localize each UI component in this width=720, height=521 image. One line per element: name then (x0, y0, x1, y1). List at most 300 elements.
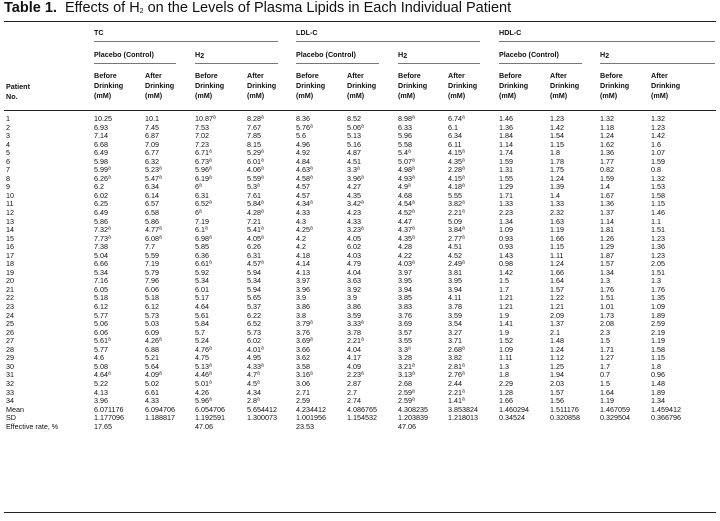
group-hdl-rule (499, 41, 715, 42)
cell-value: 3.42 (347, 199, 361, 209)
header-after (550, 71, 579, 101)
table-cell: 4.33 (296, 208, 310, 218)
table-cell: 4.17 (347, 353, 361, 363)
significance-mark: a (199, 182, 202, 189)
data-column (550, 115, 580, 431)
table-cell: 1.89 (651, 387, 665, 397)
table-cell: 1.192591 (195, 413, 225, 423)
cell-value: 6.61 (195, 259, 209, 269)
table-cell: 3.27 (448, 327, 462, 337)
patient-number: 17 (6, 250, 14, 260)
table-cell: 6.12 (94, 302, 108, 312)
data-column (296, 115, 326, 431)
significance-mark: a (261, 362, 264, 369)
table-cell: 4.3 (296, 216, 306, 226)
cell-value: 5.23 (145, 165, 159, 175)
table-cell: 4.13 (296, 267, 310, 277)
table-cell: 47.06 (398, 421, 416, 431)
significance-mark: a (108, 234, 111, 241)
table-cell: 2.44 (448, 378, 462, 388)
header-before-line: (mM) (296, 91, 314, 100)
table-cell: 1.36 (600, 199, 614, 209)
table-cell: 4.95 (247, 353, 261, 363)
table-cell: 2.71 (296, 387, 310, 397)
table-cell: 6.57 (145, 199, 159, 209)
cell-value: 2.49 (448, 259, 462, 269)
header-patient-line: No. (6, 92, 18, 101)
table-cell: 3.81 (448, 267, 462, 277)
table-cell: 4.2 (296, 242, 306, 252)
cell-value: 6.01 (247, 156, 261, 166)
table-cell: 47.06 (195, 421, 213, 431)
table-cell: 3.96 (296, 284, 310, 294)
significance-mark: a (199, 208, 202, 215)
table-cell: 1.09 (499, 225, 513, 235)
patient-number: 32 (6, 378, 14, 388)
table-cell: 1.07 (651, 148, 665, 158)
table-cell: 5.58 (398, 139, 412, 149)
cell-value: 4.57 (247, 259, 261, 269)
table-cell: 4.27 (347, 182, 361, 192)
table-cell: 3.28 (398, 353, 412, 363)
table-cell: 0.82 (600, 165, 614, 175)
table-cell: 1.63 (550, 216, 564, 226)
sub-rule (600, 63, 715, 64)
cell-value: 4.35 (398, 233, 412, 243)
table-cell: 2.3 (600, 327, 610, 337)
table-cell: 2.7 (347, 387, 357, 397)
table-cell: 5.21 (145, 353, 159, 363)
cell-value: 3.33 (347, 319, 361, 329)
table-title (4, 0, 511, 16)
header-before (398, 71, 427, 101)
table-cell: 4.57 (296, 182, 310, 192)
table-cell: 1.37 (600, 208, 614, 218)
table-cell: 3.59 (448, 310, 462, 320)
data-column (347, 115, 377, 431)
footer-label: SD (6, 413, 16, 423)
cell-value: 4.05 (247, 233, 261, 243)
table-cell: 1.21 (499, 293, 513, 303)
table-cell: 1.66 (550, 233, 564, 243)
table-cell: 5.77 (94, 344, 108, 354)
table-cell: 1.34 (499, 216, 513, 226)
table-cell: 3.9 (347, 293, 357, 303)
header-before-line: Before (296, 71, 319, 80)
table-cell: 5.94 (247, 284, 261, 294)
table-cell: 4.79 (347, 259, 361, 269)
significance-mark: a (209, 174, 212, 181)
patient-number: 11 (6, 199, 14, 209)
table-cell: 5.65 (247, 293, 261, 303)
table-cell: 0.366796 (651, 413, 681, 423)
cell-value: 4.18 (448, 182, 462, 192)
patient-number: 19 (6, 267, 14, 277)
table-cell: 1.62 (600, 139, 614, 149)
significance-mark: a (412, 174, 415, 181)
significance-mark: a (408, 345, 411, 352)
table-cell: 1.4 (550, 190, 560, 200)
significance-mark: a (209, 234, 212, 241)
cell-value: 8.28 (247, 114, 261, 123)
table-cell: 5.85 (195, 242, 209, 252)
table-cell: 3.66 (296, 344, 310, 354)
table-cell: 4.13 (94, 387, 108, 397)
header-after-line: Drinking (347, 81, 377, 90)
header-after-line: Drinking (145, 81, 175, 90)
patient-number: 22 (6, 293, 14, 303)
table-cell: 1.39 (550, 182, 564, 192)
table-cell (499, 423, 529, 432)
cell-value: 6.71 (195, 148, 209, 158)
table-cell: 1.77 (600, 156, 614, 166)
table-cell: 6.31 (247, 250, 261, 260)
table-cell: 1.31 (499, 165, 513, 175)
table-cell: 1.177096 (94, 413, 124, 423)
table-cell: 6.2 (94, 182, 104, 192)
table-cell: 8.52 (347, 114, 361, 123)
table-cell: 1.29 (600, 242, 614, 252)
cell-value: 4.52 (398, 208, 412, 218)
patient-number: 8 (6, 173, 10, 183)
significance-mark: a (462, 388, 465, 394)
table-cell: 6.01 (195, 284, 209, 294)
table-cell: 1.36 (499, 122, 513, 132)
table-cell: 1.51 (651, 225, 665, 235)
cell-value: 4.06 (247, 165, 261, 175)
table-cell: 5.84 (195, 319, 209, 329)
cell-value: 3.13 (398, 370, 412, 380)
table-cell: 1.67 (600, 190, 614, 200)
table-cell: 6.12 (145, 302, 159, 312)
table-cell: 1.46 (499, 114, 513, 123)
table-cell: 6.36 (195, 250, 209, 260)
table-cell: 1.21 (550, 302, 564, 312)
header-before (296, 71, 325, 101)
sub-rule (398, 63, 480, 64)
table-cell: 6.26 (247, 242, 261, 252)
table-cell: 6.11 (448, 139, 462, 149)
table-cell: 5.16 (347, 139, 361, 149)
header-before-line: Before (499, 71, 522, 80)
significance-mark: a (159, 165, 162, 172)
cell-value: 4.33 (247, 361, 261, 371)
table-cell: 3.853824 (448, 404, 478, 414)
header-after (651, 71, 680, 101)
table-cell: 5.24 (195, 336, 209, 346)
table-cell: 1.26 (600, 233, 614, 243)
table-cell: 1.55 (499, 173, 513, 183)
cell-value: 4.25 (296, 225, 310, 235)
table-cell: 5.34 (195, 276, 209, 286)
cell-value: 5.96 (195, 165, 209, 175)
table-cell: 2.08 (600, 319, 614, 329)
cell-value: 2.21 (347, 336, 361, 346)
cell-value: 3.69 (296, 336, 310, 346)
header-before-line: (mM) (499, 91, 517, 100)
table-cell: 5.09 (448, 216, 462, 226)
bottom-rule (4, 512, 716, 513)
header-after-line: After (448, 71, 465, 80)
table-cell: 3.78 (347, 327, 361, 337)
significance-mark: a (209, 379, 212, 386)
header-after-line: After (651, 71, 668, 80)
header-after-line: After (347, 71, 364, 80)
table-cell: 1.27 (600, 353, 614, 363)
table-cell: 1.25 (550, 361, 564, 371)
sub-rule (296, 63, 379, 64)
header-after-line: Drinking (651, 81, 681, 90)
table-cell: 1.459412 (651, 404, 681, 414)
table-cell: 4.51 (448, 242, 462, 252)
table-cell: 3.83 (398, 302, 412, 312)
table-cell: 1.6 (651, 139, 661, 149)
cell-value: 5.06 (347, 122, 361, 132)
cell-value: 2.8 (247, 396, 257, 406)
table-cell: 1.3 (499, 361, 509, 371)
table-cell: 1.59 (600, 173, 614, 183)
cell-value: 5.13 (195, 361, 209, 371)
table-cell: 5.79 (145, 267, 159, 277)
table-cell: 5.654412 (247, 404, 277, 414)
table-cell: 1.56 (550, 396, 564, 406)
significance-mark: a (361, 174, 364, 181)
table-cell: 7.19 (195, 216, 209, 226)
cell-value: 5.76 (296, 122, 310, 132)
table-cell: 1.14 (600, 216, 614, 226)
table-cell: 3.62 (296, 353, 310, 363)
header-before (600, 71, 629, 101)
table-cell: 6.094706 (145, 404, 175, 414)
cell-value: 4.26 (145, 336, 159, 346)
table-cell: 4.22 (398, 250, 412, 260)
significance-mark: a (257, 379, 260, 386)
significance-mark: a (108, 336, 111, 343)
table-cell: 5.98 (94, 156, 108, 166)
cell-value: 6.73 (195, 156, 209, 166)
table-cell: 4.75 (195, 353, 209, 363)
header-after (145, 71, 174, 101)
table-cell: 6.88 (145, 344, 159, 354)
cell-value: 3.21 (398, 361, 412, 371)
table-cell: 17.65 (94, 421, 112, 431)
table-cell: 1.42 (550, 122, 564, 132)
table-cell: 1.154532 (347, 413, 377, 423)
patient-number: 7 (6, 165, 10, 175)
group-ldl-rule (296, 41, 480, 42)
sub-tc-h2 (195, 50, 204, 60)
cell-value: 4.76 (195, 344, 209, 354)
cell-value: 6.1 (195, 225, 205, 235)
table-cell: 1.59 (499, 156, 513, 166)
patient-number: 33 (6, 387, 14, 397)
table-cell: 1.9 (499, 310, 509, 320)
table-cell: 6.52 (247, 319, 261, 329)
significance-mark: a (310, 199, 313, 206)
cell-value: 2.59 (398, 387, 412, 397)
significance-mark: a (257, 370, 260, 377)
patient-number: 4 (6, 139, 10, 149)
significance-mark: a (462, 396, 465, 403)
cell-value: 6.74 (448, 114, 462, 123)
table-cell (145, 423, 175, 432)
cell-value: 3.82 (448, 199, 462, 209)
significance-mark: a (462, 165, 465, 172)
cell-value: 6 (195, 208, 199, 218)
table-cell: 2.87 (347, 378, 361, 388)
header-after-line: (mM) (247, 91, 265, 100)
data-column (499, 115, 529, 431)
table-cell: 5.03 (145, 319, 159, 329)
table-cell: 1.48 (651, 378, 665, 388)
table-cell: 3.94 (448, 284, 462, 294)
table-cell: 1.09 (499, 344, 513, 354)
significance-mark: a (412, 225, 415, 232)
table-cell: 1.467059 (600, 404, 630, 414)
table-cell: 6.66 (94, 259, 108, 269)
table-cell: 1.53 (651, 182, 665, 192)
table-cell: 1.01 (600, 302, 614, 312)
header-before-line: (mM) (600, 91, 618, 100)
cell-value: 10.87 (195, 114, 213, 123)
significance-mark: a (462, 182, 465, 189)
table-cell: 4.11 (448, 293, 462, 303)
table-cell: 3.58 (296, 361, 310, 371)
significance-mark: a (261, 259, 264, 266)
table-cell: 1.5 (600, 378, 610, 388)
table-cell: 4.09 (347, 361, 361, 371)
table-cell: 3.76 (296, 327, 310, 337)
cell-value: 3.84 (448, 225, 462, 235)
table-cell: 4.33 (347, 216, 361, 226)
cell-value: 3.23 (347, 225, 361, 235)
patient-number: 2 (6, 122, 10, 132)
significance-mark: a (462, 225, 465, 232)
cell-value: 3.16 (296, 370, 310, 380)
table-cell: 1.32 (651, 173, 665, 183)
patient-number: 30 (6, 361, 14, 371)
cell-value: 5.3 (247, 182, 257, 192)
table-cell: 1.81 (600, 225, 614, 235)
table-cell: 6.1 (448, 122, 458, 132)
cell-value: 4.34 (296, 199, 310, 209)
table-cell: 3.54 (448, 319, 462, 329)
table-cell: 2.32 (550, 208, 564, 218)
cell-value: 4.09 (145, 370, 159, 380)
patient-number: 29 (6, 353, 14, 363)
table-cell: 1.5 (499, 276, 509, 286)
table-cell: 1.42 (499, 267, 513, 277)
table-cell: 4.52 (448, 250, 462, 260)
significance-mark: a (462, 148, 465, 155)
cell-value: 4.15 (448, 173, 462, 183)
table-cell: 6.06 (145, 284, 159, 294)
table-cell: 1.11 (550, 250, 564, 260)
significance-mark: a (261, 165, 264, 172)
table-cell: 0.96 (651, 370, 665, 380)
table-cell: 4.04 (347, 344, 361, 354)
table-cell: 4.05 (347, 233, 361, 243)
table-cell: 5.06 (94, 319, 108, 329)
table-cell: 3.96 (94, 396, 108, 406)
header-before-line: Drinking (94, 81, 124, 90)
significance-mark: a (412, 199, 415, 206)
table-cell: 1.71 (499, 190, 513, 200)
header-after-line: (mM) (651, 91, 669, 100)
cell-value: 7.73 (94, 233, 108, 243)
table-cell: 4.51 (347, 156, 361, 166)
patient-number: 15 (6, 233, 14, 243)
cell-value: 3.3 (347, 165, 357, 175)
table-cell: 4.03 (347, 250, 361, 260)
table-cell: 1.32 (651, 114, 665, 123)
cell-value: 4.63 (296, 165, 310, 175)
significance-mark: a (361, 319, 364, 326)
table-cell: 23.53 (296, 421, 314, 431)
header-before-line: Drinking (296, 81, 326, 90)
table-cell: 1.15 (550, 242, 564, 252)
table-cell: 6.49 (94, 148, 108, 158)
patient-number: 26 (6, 327, 14, 337)
patient-number: 14 (6, 225, 14, 235)
cell-value: 4.64 (94, 370, 108, 380)
table-cell: 1.3 (600, 276, 610, 286)
table-cell: 4.33 (145, 396, 159, 406)
header-after-line: Drinking (448, 81, 478, 90)
significance-mark: a (209, 362, 212, 369)
significance-mark: a (412, 388, 415, 394)
table-cell: 5.37 (247, 302, 261, 312)
cell-value: 5.47 (145, 173, 159, 183)
header-before-line: Drinking (600, 81, 630, 90)
table-cell: 6.32 (145, 156, 159, 166)
patient-number: 6 (6, 156, 10, 166)
cell-value: 4.28 (247, 208, 261, 218)
table-cell: 5.17 (195, 293, 209, 303)
data-column (145, 115, 175, 431)
table-label: Table 1. (4, 0, 57, 16)
table-cell: 4.87 (347, 148, 361, 158)
sub-ldl-h2 (398, 50, 407, 60)
significance-mark: a (412, 165, 415, 172)
patient-number: 12 (6, 208, 14, 218)
table-cell: 3.94 (398, 284, 412, 294)
significance-mark: a (261, 208, 264, 215)
table-cell: 1.87 (600, 250, 614, 260)
significance-mark: a (412, 208, 415, 215)
table-cell: 1.41 (499, 319, 513, 329)
table-cell: 6.02 (347, 242, 361, 252)
table-cell: 5.34 (94, 267, 108, 277)
group-ldl: LDL-C (296, 28, 318, 37)
sub-ldl-h2-text: H (398, 50, 404, 59)
table-cell: 4.04 (347, 267, 361, 277)
cell-value: 3.3 (398, 344, 408, 354)
table-cell (651, 423, 681, 432)
significance-mark: a (408, 182, 411, 189)
table-cell: 1.52 (499, 336, 513, 346)
table-cell: 1.18 (600, 122, 614, 132)
cell-value: 4.37 (398, 225, 412, 235)
table-cell: 5.59 (145, 250, 159, 260)
table-cell: 6.06 (94, 327, 108, 337)
table-cell: 5.73 (145, 310, 159, 320)
header-before (94, 71, 123, 101)
footer-label: Mean (6, 404, 24, 414)
group-tc: TC (94, 28, 104, 37)
table-cell: 1.19 (550, 225, 564, 235)
table-cell: 1.84 (499, 131, 513, 141)
